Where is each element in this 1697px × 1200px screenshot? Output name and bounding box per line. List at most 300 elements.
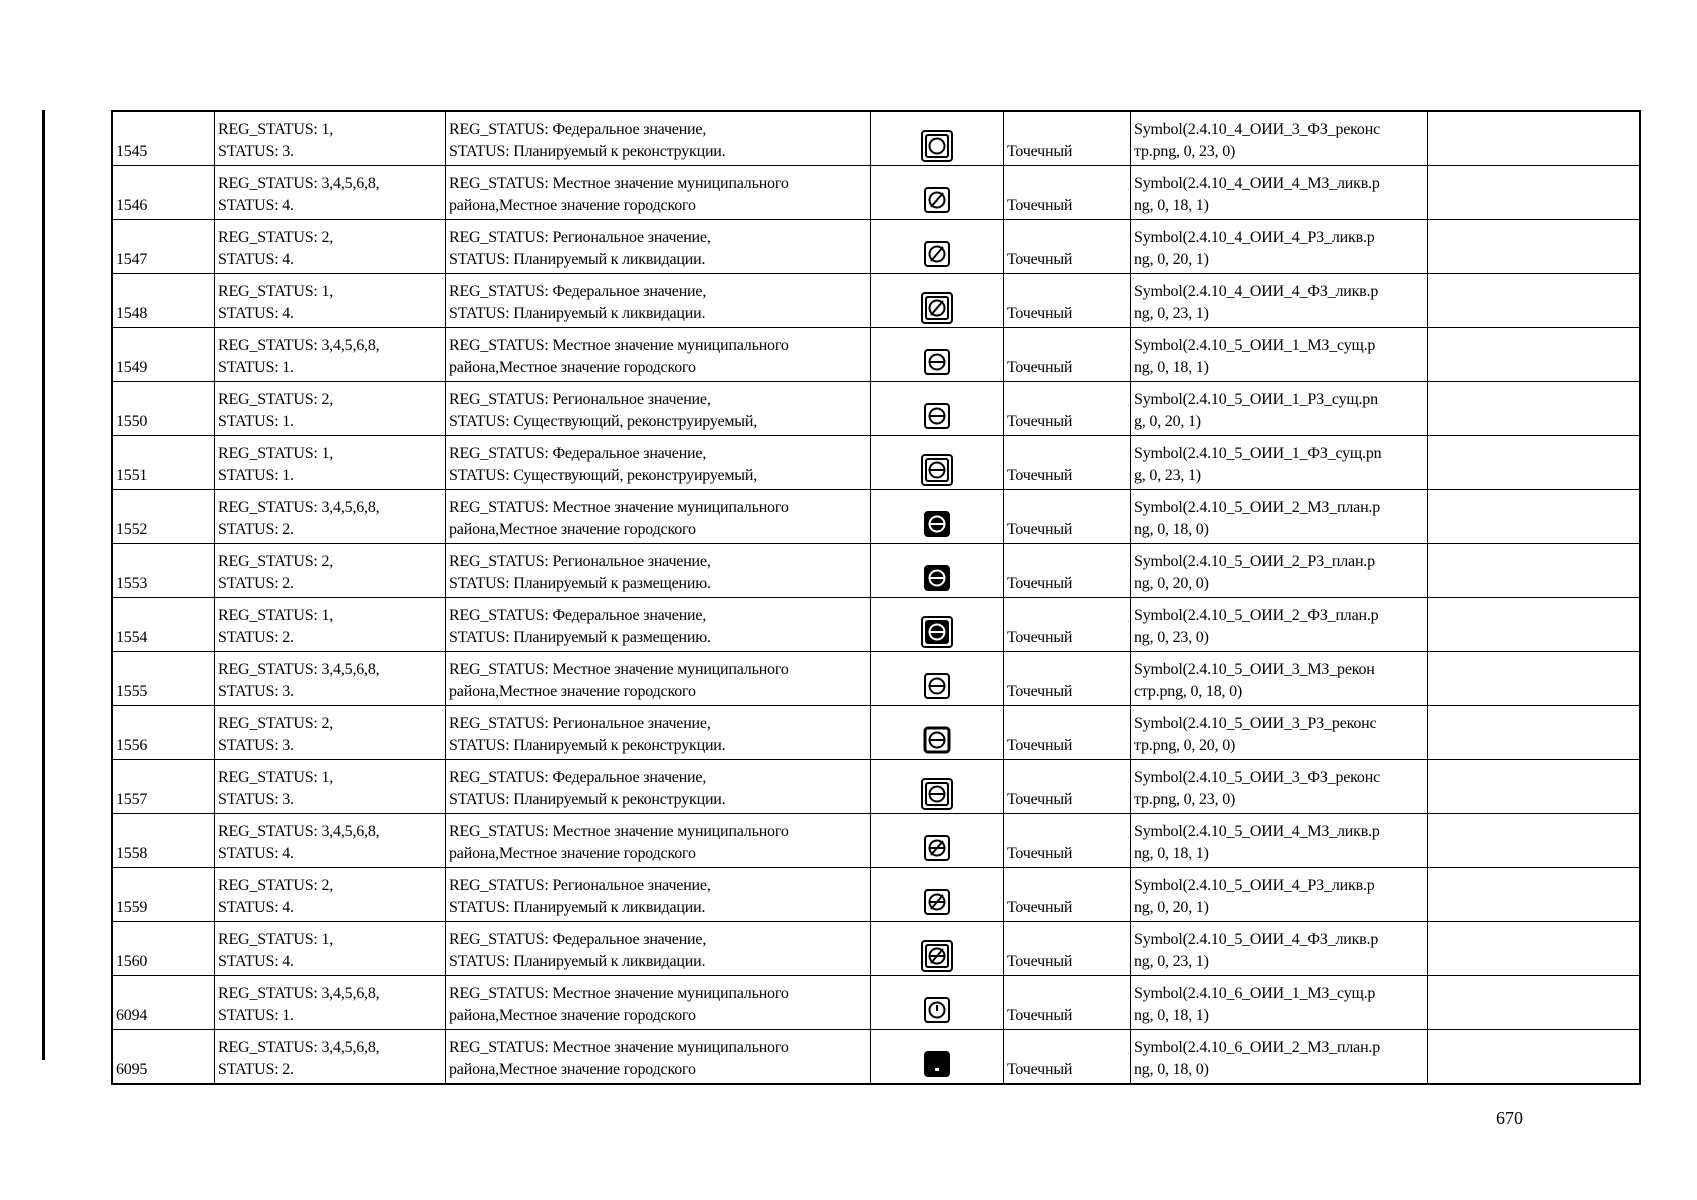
description-text: REG_STATUS: Региональное значение, <box>449 229 711 246</box>
table-row <box>112 436 1640 490</box>
reg-status-text: STATUS: 4. <box>218 305 294 322</box>
geometry-type-text: Точечный <box>1007 143 1073 160</box>
symbol-expression-text: Symbol(2.4.10_6_ОИИ_1_МЗ_сущ.p <box>1134 985 1376 1002</box>
reg-status-text: STATUS: 4. <box>218 251 294 268</box>
table-row <box>112 274 1640 328</box>
slashed-circle-double-square-icon <box>874 291 1000 325</box>
barred-slashed-circle-square-icon <box>874 885 1000 919</box>
reg-status-text: REG_STATUS: 1, <box>218 769 334 786</box>
empty-cell <box>1428 382 1641 436</box>
symbol-cell <box>871 706 1004 760</box>
geometry-type-cell <box>1004 1030 1131 1085</box>
description-text: REG_STATUS: Региональное значение, <box>449 715 711 732</box>
table-row <box>112 706 1640 760</box>
symbol-expression-cell <box>1131 814 1428 868</box>
symbol-expression-text: ng, 0, 20, 1) <box>1134 899 1209 916</box>
reg-status-text: REG_STATUS: 3,4,5,6,8, <box>218 499 380 516</box>
description-text: REG_STATUS: Местное значение муниципального <box>449 499 789 516</box>
description-text: STATUS: Планируемый к ликвидации. <box>449 899 706 916</box>
table-row <box>112 328 1640 382</box>
code-cell <box>112 922 215 976</box>
description-cell <box>446 598 871 652</box>
code-text: 1546 <box>116 197 148 214</box>
table-row <box>112 382 1640 436</box>
symbol-expression-cell <box>1131 652 1428 706</box>
geometry-type-text: Точечный <box>1007 1007 1073 1024</box>
empty-cell <box>1428 652 1641 706</box>
code-text: 6095 <box>116 1061 148 1078</box>
code-text: 1545 <box>116 143 148 160</box>
geometry-type-cell <box>1004 220 1131 274</box>
empty-cell <box>1428 814 1641 868</box>
code-text: 1554 <box>116 629 148 646</box>
geometry-type-cell <box>1004 652 1131 706</box>
code-cell <box>112 382 215 436</box>
symbol-cell <box>871 1030 1004 1085</box>
empty-cell <box>1428 166 1641 220</box>
reg-status-text: STATUS: 1. <box>218 359 294 376</box>
geometry-type-cell <box>1004 111 1131 166</box>
empty-cell <box>1428 490 1641 544</box>
symbol-expression-cell <box>1131 274 1428 328</box>
reg-status-text: STATUS: 1. <box>218 1007 294 1024</box>
reg-status-text: STATUS: 4. <box>218 197 294 214</box>
table-row <box>112 976 1640 1030</box>
symbol-cell <box>871 382 1004 436</box>
reg-status-text: STATUS: 1. <box>218 413 294 430</box>
reg-status-cell <box>215 814 446 868</box>
code-text: 1553 <box>116 575 148 592</box>
code-text: 1560 <box>116 953 148 970</box>
reg-status-text: REG_STATUS: 1, <box>218 931 334 948</box>
empty-cell <box>1428 922 1641 976</box>
geometry-type-cell <box>1004 436 1131 490</box>
code-text: 1549 <box>116 359 148 376</box>
table-row <box>112 166 1640 220</box>
symbol-cell <box>871 814 1004 868</box>
reg-status-text: REG_STATUS: 3,4,5,6,8, <box>218 823 380 840</box>
reg-status-text: STATUS: 3. <box>218 143 294 160</box>
symbol-expression-text: Symbol(2.4.10_5_ОИИ_4_ФЗ_ликв.p <box>1134 931 1379 948</box>
symbol-cell <box>871 220 1004 274</box>
empty-cell <box>1428 976 1641 1030</box>
symbol-expression-cell <box>1131 220 1428 274</box>
description-cell <box>446 274 871 328</box>
description-text: REG_STATUS: Региональное значение, <box>449 877 711 894</box>
reg-status-text: STATUS: 3. <box>218 737 294 754</box>
symbol-expression-text: Symbol(2.4.10_5_ОИИ_2_РЗ_план.p <box>1134 553 1375 570</box>
reg-status-text: STATUS: 2. <box>218 521 294 538</box>
table-row <box>112 760 1640 814</box>
description-text: REG_STATUS: Федеральное значение, <box>449 931 707 948</box>
reg-status-text: REG_STATUS: 2, <box>218 229 334 246</box>
empty-cell <box>1428 544 1641 598</box>
barred-slashed-circle-double-square-icon <box>874 939 1000 973</box>
barred-circle-thick-square-icon <box>874 723 1000 757</box>
slashed-circle-square-icon <box>874 183 1000 217</box>
barred-circle-square-icon <box>874 399 1000 433</box>
code-text: 1551 <box>116 467 148 484</box>
symbol-expression-text: Symbol(2.4.10_5_ОИИ_3_ФЗ_реконс <box>1134 769 1380 786</box>
geometry-type-cell <box>1004 274 1131 328</box>
description-text: REG_STATUS: Местное значение муниципального <box>449 985 789 1002</box>
code-cell <box>112 976 215 1030</box>
symbol-expression-cell <box>1131 1030 1428 1085</box>
description-text: района,Местное значение городского <box>449 683 696 700</box>
geometry-type-text: Точечный <box>1007 521 1073 538</box>
code-cell <box>112 166 215 220</box>
reg-status-text: REG_STATUS: 3,4,5,6,8, <box>218 175 380 192</box>
code-cell <box>112 814 215 868</box>
description-text: STATUS: Существующий, реконструируемый, <box>449 467 758 484</box>
page-number: 670 <box>1496 1108 1523 1128</box>
table-row <box>112 652 1640 706</box>
reg-status-text: STATUS: 3. <box>218 683 294 700</box>
description-text: STATUS: Планируемый к ликвидации. <box>449 953 706 970</box>
description-text: REG_STATUS: Федеральное значение, <box>449 283 707 300</box>
description-cell <box>446 490 871 544</box>
symbol-expression-text: Symbol(2.4.10_6_ОИИ_2_МЗ_план.p <box>1134 1039 1381 1056</box>
symbol-expression-text: тр.png, 0, 23, 0) <box>1134 791 1236 808</box>
reg-status-text: STATUS: 2. <box>218 575 294 592</box>
geometry-type-cell <box>1004 166 1131 220</box>
symbol-expression-text: g, 0, 20, 1) <box>1134 413 1201 430</box>
code-text: 1556 <box>116 737 148 754</box>
reg-status-text: REG_STATUS: 2, <box>218 877 334 894</box>
code-text: 1559 <box>116 899 148 916</box>
symbol-cell <box>871 436 1004 490</box>
symbol-expression-cell <box>1131 868 1428 922</box>
reg-status-text: STATUS: 4. <box>218 899 294 916</box>
barred-circle-double-square-icon <box>874 777 1000 811</box>
code-cell <box>112 436 215 490</box>
reg-status-cell <box>215 922 446 976</box>
symbol-expression-text: тр.png, 0, 23, 0) <box>1134 143 1236 160</box>
geometry-type-text: Точечный <box>1007 1061 1073 1078</box>
table-row <box>112 868 1640 922</box>
code-text: 6094 <box>116 1007 148 1024</box>
geometry-type-cell <box>1004 382 1131 436</box>
symbol-expression-text: Symbol(2.4.10_5_ОИИ_1_МЗ_сущ.p <box>1134 337 1376 354</box>
geometry-type-text: Точечный <box>1007 251 1073 268</box>
description-text: REG_STATUS: Местное значение муниципального <box>449 1039 789 1056</box>
symbol-cell <box>871 166 1004 220</box>
code-cell <box>112 328 215 382</box>
symbol-expression-text: ng, 0, 18, 1) <box>1134 1007 1209 1024</box>
geometry-type-text: Точечный <box>1007 683 1073 700</box>
reg-status-cell <box>215 652 446 706</box>
empty-cell <box>1428 111 1641 166</box>
symbol-expression-text: Symbol(2.4.10_5_ОИИ_2_ФЗ_план.p <box>1134 607 1379 624</box>
barred-circle-double-square-icon <box>874 453 1000 487</box>
reg-status-cell <box>215 436 446 490</box>
symbol-cell <box>871 868 1004 922</box>
empty-cell <box>1428 868 1641 922</box>
reg-status-cell <box>215 598 446 652</box>
symbol-expression-text: Symbol(2.4.10_4_ОИИ_4_РЗ_ликв.p <box>1134 229 1375 246</box>
geometry-type-text: Точечный <box>1007 305 1073 322</box>
symbol-expression-text: ng, 0, 23, 1) <box>1134 953 1209 970</box>
symbol-expression-cell <box>1131 544 1428 598</box>
symbol-expression-text: Symbol(2.4.10_4_ОИИ_4_МЗ_ликв.p <box>1134 175 1380 192</box>
reg-status-cell <box>215 111 446 166</box>
description-cell <box>446 544 871 598</box>
description-text: REG_STATUS: Федеральное значение, <box>449 769 707 786</box>
symbol-expression-text: Symbol(2.4.10_4_ОИИ_3_ФЗ_реконс <box>1134 121 1380 138</box>
symbol-expression-cell <box>1131 922 1428 976</box>
geometry-type-cell <box>1004 922 1131 976</box>
geometry-type-cell <box>1004 868 1131 922</box>
geometry-type-cell <box>1004 814 1131 868</box>
symbol-expression-text: Symbol(2.4.10_4_ОИИ_4_ФЗ_ликв.p <box>1134 283 1379 300</box>
code-cell <box>112 220 215 274</box>
description-cell <box>446 436 871 490</box>
reg-status-cell <box>215 868 446 922</box>
description-cell <box>446 868 871 922</box>
code-text: 1547 <box>116 251 148 268</box>
reg-status-text: STATUS: 4. <box>218 845 294 862</box>
description-cell <box>446 814 871 868</box>
code-cell <box>112 598 215 652</box>
description-text: STATUS: Планируемый к ликвидации. <box>449 251 706 268</box>
reg-status-cell <box>215 760 446 814</box>
description-text: района,Местное значение городского <box>449 1007 696 1024</box>
reg-status-cell <box>215 274 446 328</box>
symbol-expression-text: ng, 0, 23, 1) <box>1134 305 1209 322</box>
description-text: STATUS: Планируемый к реконструкции. <box>449 791 726 808</box>
symbol-expression-text: ng, 0, 18, 1) <box>1134 197 1209 214</box>
symbol-expression-text: ng, 0, 20, 0) <box>1134 575 1209 592</box>
description-text: района,Местное значение городского <box>449 1061 696 1078</box>
reg-status-text: REG_STATUS: 2, <box>218 553 334 570</box>
reg-status-text: STATUS: 2. <box>218 1061 294 1078</box>
geometry-type-text: Точечный <box>1007 575 1073 592</box>
symbol-expression-text: ng, 0, 18, 0) <box>1134 521 1209 538</box>
symbol-expression-text: Symbol(2.4.10_5_ОИИ_3_МЗ_рекон <box>1134 661 1375 678</box>
symbol-expression-text: ng, 0, 23, 0) <box>1134 629 1209 646</box>
reg-status-text: REG_STATUS: 2, <box>218 391 334 408</box>
code-cell <box>112 706 215 760</box>
code-cell <box>112 1030 215 1085</box>
geometry-type-cell <box>1004 706 1131 760</box>
table-row <box>112 544 1640 598</box>
symbol-expression-cell <box>1131 436 1428 490</box>
description-text: STATUS: Планируемый к размещению. <box>449 575 711 592</box>
barred-circle-square-icon <box>874 345 1000 379</box>
reg-status-cell <box>215 328 446 382</box>
description-text: STATUS: Планируемый к размещению. <box>449 629 711 646</box>
reg-status-cell <box>215 1030 446 1085</box>
reg-status-text: REG_STATUS: 1, <box>218 283 334 300</box>
symbol-cell <box>871 490 1004 544</box>
empty-cell <box>1428 706 1641 760</box>
margin-rule <box>42 110 45 1060</box>
description-cell <box>446 652 871 706</box>
geometry-type-text: Точечный <box>1007 899 1073 916</box>
description-text: STATUS: Планируемый к реконструкции. <box>449 737 726 754</box>
reg-status-text: REG_STATUS: 3,4,5,6,8, <box>218 1039 380 1056</box>
description-cell <box>446 922 871 976</box>
symbol-expression-cell <box>1131 166 1428 220</box>
symbol-expression-text: Symbol(2.4.10_5_ОИИ_4_МЗ_ликв.p <box>1134 823 1380 840</box>
symbol-expression-text: Symbol(2.4.10_5_ОИИ_1_ФЗ_сущ.pn <box>1134 445 1382 462</box>
code-cell <box>112 111 215 166</box>
geometry-type-text: Точечный <box>1007 791 1073 808</box>
empty-cell <box>1428 220 1641 274</box>
filled-barred-double-square-icon <box>874 615 1000 649</box>
geometry-type-cell <box>1004 328 1131 382</box>
table-row <box>112 490 1640 544</box>
description-cell <box>446 1030 871 1085</box>
symbol-expression-cell <box>1131 760 1428 814</box>
empty-cell <box>1428 328 1641 382</box>
symbol-expression-text: g, 0, 23, 1) <box>1134 467 1201 484</box>
symbol-cell <box>871 976 1004 1030</box>
geometry-type-text: Точечный <box>1007 197 1073 214</box>
symbol-expression-text: Symbol(2.4.10_5_ОИИ_2_МЗ_план.p <box>1134 499 1381 516</box>
description-text: REG_STATUS: Федеральное значение, <box>449 607 707 624</box>
description-cell <box>446 328 871 382</box>
description-text: REG_STATUS: Местное значение муниципального <box>449 823 789 840</box>
reg-status-text: REG_STATUS: 3,4,5,6,8, <box>218 661 380 678</box>
symbol-expression-cell <box>1131 598 1428 652</box>
empty-cell <box>1428 760 1641 814</box>
reg-status-cell <box>215 382 446 436</box>
geometry-type-cell <box>1004 598 1131 652</box>
symbol-cell <box>871 652 1004 706</box>
symbol-expression-cell <box>1131 328 1428 382</box>
geometry-type-text: Точечный <box>1007 413 1073 430</box>
description-cell <box>446 706 871 760</box>
geometry-type-text: Точечный <box>1007 845 1073 862</box>
description-text: STATUS: Планируемый к ликвидации. <box>449 305 706 322</box>
description-cell <box>446 382 871 436</box>
reg-status-cell <box>215 490 446 544</box>
empty-cell <box>1428 598 1641 652</box>
reg-status-text: STATUS: 1. <box>218 467 294 484</box>
description-text: REG_STATUS: Федеральное значение, <box>449 121 707 138</box>
code-cell <box>112 652 215 706</box>
filled-square-icon <box>874 1047 1000 1081</box>
symbol-expression-cell <box>1131 111 1428 166</box>
description-text: REG_STATUS: Федеральное значение, <box>449 445 707 462</box>
table-row <box>112 598 1640 652</box>
barred-slashed-circle-square-icon <box>874 831 1000 865</box>
geometry-type-text: Точечный <box>1007 467 1073 484</box>
code-cell <box>112 490 215 544</box>
description-text: района,Местное значение городского <box>449 359 696 376</box>
code-cell <box>112 544 215 598</box>
reg-status-text: REG_STATUS: 3,4,5,6,8, <box>218 337 380 354</box>
description-text: REG_STATUS: Местное значение муниципального <box>449 175 789 192</box>
table-row <box>112 220 1640 274</box>
symbol-expression-text: стр.png, 0, 18, 0) <box>1134 683 1243 700</box>
description-text: REG_STATUS: Региональное значение, <box>449 391 711 408</box>
symbol-expression-text: Symbol(2.4.10_5_ОИИ_4_РЗ_ликв.p <box>1134 877 1375 894</box>
symbol-cell <box>871 328 1004 382</box>
symbol-expression-text: ng, 0, 18, 0) <box>1134 1061 1209 1078</box>
code-text: 1558 <box>116 845 148 862</box>
description-text: STATUS: Существующий, реконструируемый, <box>449 413 758 430</box>
symbol-cell <box>871 111 1004 166</box>
description-cell <box>446 166 871 220</box>
code-text: 1557 <box>116 791 148 808</box>
code-cell <box>112 868 215 922</box>
reg-status-text: REG_STATUS: 1, <box>218 607 334 624</box>
geometry-type-cell <box>1004 760 1131 814</box>
symbol-expression-text: Symbol(2.4.10_5_ОИИ_1_РЗ_сущ.pn <box>1134 391 1378 408</box>
symbol-expression-text: ng, 0, 18, 1) <box>1134 359 1209 376</box>
description-text: STATUS: Планируемый к реконструкции. <box>449 143 726 160</box>
description-cell <box>446 760 871 814</box>
symbol-table-body <box>112 111 1640 1084</box>
symbol-cell <box>871 760 1004 814</box>
symbol-expression-text: ng, 0, 20, 1) <box>1134 251 1209 268</box>
symbol-expression-text: Symbol(2.4.10_5_ОИИ_3_РЗ_реконс <box>1134 715 1377 732</box>
symbol-cell <box>871 598 1004 652</box>
table-row <box>112 111 1640 166</box>
geometry-type-cell <box>1004 490 1131 544</box>
geometry-type-text: Точечный <box>1007 629 1073 646</box>
gauge-circle-square-icon <box>874 993 1000 1027</box>
reg-status-text: STATUS: 2. <box>218 629 294 646</box>
reg-status-text: REG_STATUS: 3,4,5,6,8, <box>218 985 380 1002</box>
code-text: 1550 <box>116 413 148 430</box>
symbol-expression-cell <box>1131 382 1428 436</box>
reg-status-text: STATUS: 4. <box>218 953 294 970</box>
description-text: района,Местное значение городского <box>449 197 696 214</box>
symbol-cell <box>871 544 1004 598</box>
reg-status-text: REG_STATUS: 1, <box>218 445 334 462</box>
geometry-type-text: Точечный <box>1007 359 1073 376</box>
geometry-type-cell <box>1004 544 1131 598</box>
reg-status-text: STATUS: 3. <box>218 791 294 808</box>
description-cell <box>446 220 871 274</box>
code-text: 1548 <box>116 305 148 322</box>
filled-barred-square-icon <box>874 507 1000 541</box>
reg-status-cell <box>215 220 446 274</box>
table-row <box>112 1030 1640 1085</box>
description-text: REG_STATUS: Местное значение муниципального <box>449 661 789 678</box>
reg-status-text: REG_STATUS: 1, <box>218 121 334 138</box>
description-text: района,Местное значение городского <box>449 845 696 862</box>
code-text: 1552 <box>116 521 148 538</box>
table-row <box>112 922 1640 976</box>
barred-circle-square-icon <box>874 669 1000 703</box>
symbol-expression-cell <box>1131 706 1428 760</box>
empty-cell <box>1428 436 1641 490</box>
description-cell <box>446 976 871 1030</box>
symbol-expression-text: ng, 0, 18, 1) <box>1134 845 1209 862</box>
geometry-type-text: Точечный <box>1007 737 1073 754</box>
symbol-expression-text: тр.png, 0, 20, 0) <box>1134 737 1236 754</box>
reg-status-cell <box>215 544 446 598</box>
description-cell <box>446 111 871 166</box>
symbol-cell <box>871 922 1004 976</box>
reg-status-cell <box>215 166 446 220</box>
reg-status-text: REG_STATUS: 2, <box>218 715 334 732</box>
symbol-table <box>111 110 1641 1085</box>
geometry-type-text: Точечный <box>1007 953 1073 970</box>
description-text: района,Местное значение городского <box>449 521 696 538</box>
code-text: 1555 <box>116 683 148 700</box>
empty-cell <box>1428 274 1641 328</box>
table-row <box>112 814 1640 868</box>
circle-in-double-square-icon <box>874 129 1000 163</box>
reg-status-cell <box>215 706 446 760</box>
symbol-expression-cell <box>1131 976 1428 1030</box>
description-text: REG_STATUS: Региональное значение, <box>449 553 711 570</box>
